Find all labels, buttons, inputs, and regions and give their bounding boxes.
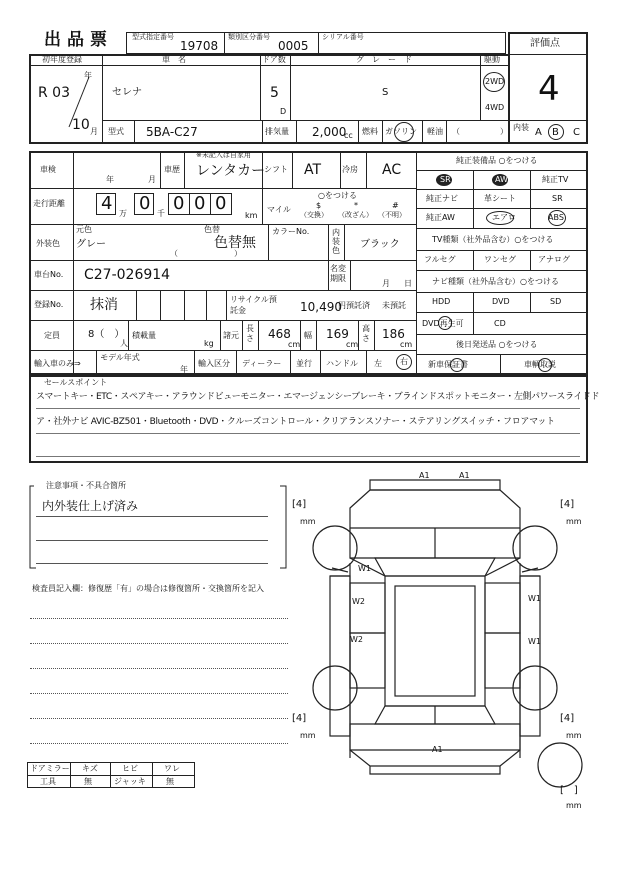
mileage-digit-1: 4 (101, 193, 113, 214)
mileage-label: 走行距離 (33, 199, 65, 208)
score-value: 4 (538, 69, 560, 109)
tv-0: フルセグ (424, 255, 456, 264)
history-label: 車歴 (164, 165, 180, 174)
mark-2: W1 (358, 564, 371, 573)
name-change-month: 月 (382, 279, 390, 288)
original-color-value: グレー (76, 239, 106, 250)
mark-0: A1 (419, 471, 430, 480)
mileage-hash-sub: （不明） (378, 211, 406, 219)
recycle-label: リサイクル預託金 (230, 295, 277, 315)
capacity-value: 8（ ） (88, 329, 125, 340)
mileage-man: 万 (119, 209, 127, 218)
current-color-paren: （ ） (170, 249, 242, 258)
later-0: 新車保証書 (428, 360, 468, 369)
first-reg-month-unit: 月 (90, 127, 98, 136)
history-note: ※未記入は自家用 (196, 151, 251, 159)
score-label: 評価点 (530, 38, 560, 49)
aircon-label: 冷房 (342, 165, 358, 174)
diesel-paren: （ ） (452, 127, 508, 136)
equip-item-8: ABS (548, 213, 564, 222)
recycle-not: 未預託 (382, 301, 406, 310)
doors-value: 5 (270, 85, 279, 101)
import-label: 輸入車のみ⇒ (34, 359, 81, 368)
mileage-star: * (354, 201, 358, 210)
model-year-unit: 年 (180, 365, 188, 374)
interior-a: A (535, 127, 542, 138)
load-unit: kg (204, 339, 214, 348)
tv-1: ワンセグ (484, 255, 516, 264)
equip-item-0: SR (440, 175, 451, 184)
chassis-value: C27-026914 (84, 267, 171, 283)
mileage-mile: マイル (267, 205, 291, 214)
legend-value-0: 工具 (40, 777, 56, 786)
mark-7: A1 (432, 745, 443, 754)
later-1: 車輌取説 (524, 360, 556, 369)
legend-header-3: ワレ (164, 764, 180, 773)
handle-right: 右 (400, 357, 408, 366)
load-label: 積載量 (132, 331, 156, 340)
model-type-label: 型式 (108, 127, 124, 136)
interior-color-value: ブラック (360, 239, 400, 250)
fuel-label: 燃料 (362, 127, 378, 136)
height-value: 186 (382, 327, 405, 341)
mark-6: W1 (528, 637, 541, 646)
category-value: 0005 (278, 39, 309, 53)
exterior-color-label: 外装色 (36, 239, 60, 248)
mark-3: W2 (352, 597, 365, 606)
capacity-label: 定員 (44, 331, 60, 340)
capacity-unit: 人 (120, 339, 128, 348)
mark-5: W2 (350, 635, 363, 644)
registration-value: 抹消 (90, 297, 118, 313)
equip-item-1: AW (495, 175, 508, 184)
nav-1: DVD (492, 297, 510, 306)
mileage-km: km (245, 211, 258, 220)
inspection-month-unit: 月 (148, 175, 156, 184)
mileage-dollar-sub: （交換） (300, 211, 328, 219)
inspection-year-unit: 年 (106, 175, 114, 184)
handle-left: 左 (374, 359, 382, 368)
width-label: 幅 (304, 331, 312, 340)
original-color-label: 元色 (76, 225, 92, 234)
mark-1: A1 (459, 471, 470, 480)
mark-4: W1 (528, 594, 541, 603)
inspection-label: 車検 (40, 165, 56, 174)
interior-label: 内装 (513, 123, 529, 132)
legend-value-3: 無 (166, 777, 174, 786)
width-value: 169 (326, 327, 349, 341)
notes-text: 内外装仕上げ済み (42, 499, 139, 513)
recycle-value: 10,490 (300, 300, 342, 314)
height-unit: cm (400, 340, 413, 349)
aircon-value: AC (382, 162, 402, 178)
mileage-mark-note: ○をつける (318, 191, 357, 200)
model-year-label: モデル年式 (100, 353, 140, 362)
interior-color-label: 内装色 (332, 228, 340, 255)
color-no-label: カラーNo. (272, 227, 310, 236)
length-value: 468 (268, 327, 291, 341)
length-unit: cm (288, 340, 301, 349)
tv-label: TV種類（社外品含む）○をつける (432, 235, 554, 244)
displacement-value: 2,000 (312, 125, 347, 139)
handle-label: ハンドル (326, 359, 358, 368)
first-reg-era: R 03 (38, 85, 70, 101)
legend-value-1: 無 (84, 777, 92, 786)
nav-label: ナビ種類（社外品含む）○をつける (432, 277, 559, 286)
tire-spare: [ ] (560, 785, 578, 796)
legend-header-1: キズ (82, 764, 98, 773)
interior-b: B (552, 127, 559, 138)
displacement-unit: cc (344, 131, 353, 140)
tire-rr: [4] (560, 713, 575, 724)
later-label: 後日発送品 ○をつける (456, 340, 538, 349)
equip-item-7: エアロ (492, 213, 516, 222)
nav-0: HDD (432, 297, 451, 306)
drive-2wd: 2WD (485, 77, 505, 86)
tv-2: アナログ (538, 255, 570, 264)
mileage-star-sub: （改ざん） (338, 211, 373, 219)
shift-label: シフト (264, 165, 288, 174)
tire-fr: [4] (560, 499, 575, 510)
mileage-dollar: $ (316, 201, 322, 210)
first-reg-label: 初年度登録 (42, 55, 82, 64)
import-parallel: 並行 (296, 359, 312, 368)
mileage-digit-5: 0 (215, 193, 227, 214)
current-color-label: 色替 (204, 225, 220, 234)
fuel-gasoline: ガソリン (385, 127, 417, 136)
legend-header-2: ヒビ (122, 764, 138, 773)
notes-bracket (28, 481, 290, 570)
name-change-label: 名変期限 (330, 264, 346, 283)
length-label: 長さ (246, 324, 254, 343)
grade-value: S (382, 87, 389, 98)
history-value: レンタカー (196, 163, 266, 179)
nav-4: CD (494, 319, 506, 328)
doors-sub: D (280, 107, 287, 116)
tire-rl: [4] (292, 713, 307, 724)
displacement-label: 排気量 (265, 127, 289, 136)
car-damage-diagram (290, 468, 590, 813)
sales-line-2: ア・社外ナビ AVIC-BZ501・Bluetooth・DVD・クルーズコントロール・クリアランスソナー・ステアリングスイッチ・フロアマット (36, 417, 555, 427)
equip-item-6: 純正AW (426, 213, 455, 222)
genuine-label: 純正装備品 ○をつける (456, 156, 538, 165)
legend-header-0: ドアミラー (30, 764, 70, 773)
grade-label: グ レ ー ド (356, 55, 412, 64)
mileage-hash: # (392, 201, 399, 210)
interior-c: C (573, 127, 580, 138)
model-designation-value: 19708 (180, 39, 219, 53)
sales-line-1: スマートキー・ETC・スペアキー・アラウンドビューモニター・エマージェンシーブレーキ・ブラインドスポットモニター・左側パワースライドド (36, 392, 600, 402)
model-type-value: 5BA-C27 (146, 125, 198, 139)
height-label: 高さ (362, 324, 370, 343)
equip-item-4: 革シート (484, 194, 516, 203)
mileage-digit-3: 0 (173, 193, 185, 214)
recycle-unit: 円預託済 (338, 301, 370, 310)
import-dealer: ディーラー (242, 359, 282, 368)
equip-item-2: 純正TV (542, 175, 569, 184)
model-designation-label: 型式指定番号 (132, 33, 174, 41)
category-label: 類別区分番号 (228, 33, 270, 41)
doors-label: ドア数 (262, 55, 286, 64)
form-title: 出品票 (44, 30, 113, 50)
car-name-value: セレナ (112, 87, 142, 98)
serial-label: シリアル番号 (322, 33, 364, 41)
drive-4wd: 4WD (485, 103, 505, 112)
chassis-label: 車台No. (34, 270, 64, 279)
name-change-day: 日 (404, 279, 412, 288)
shift-value: AT (304, 162, 322, 178)
equip-item-5: SR (552, 194, 563, 203)
notes-label: 注意事項・不具合箇所 (46, 481, 126, 490)
diesel-label: 軽油 (427, 127, 443, 136)
nav-2: SD (550, 297, 562, 306)
mileage-digit-2: 0 (139, 193, 151, 214)
inspector-label: 検査員記入欄：修復歴「有」の場合は修復箇所・交換箇所を記入 (32, 584, 264, 593)
first-reg-year-unit: 年 (84, 71, 92, 80)
equip-item-3: 純正ナビ (426, 194, 458, 203)
sales-label: セールスポイント (44, 378, 108, 387)
current-color-value: 色替無 (214, 235, 256, 251)
import-class-label: 輸入区分 (198, 359, 230, 368)
width-unit: cm (346, 340, 359, 349)
first-reg-month: 10 (72, 117, 90, 133)
drive-label: 駆動 (484, 55, 500, 64)
car-name-label: 車 名 (162, 55, 186, 64)
mileage-sen: 千 (157, 209, 165, 218)
mileage-digit-4: 0 (194, 193, 206, 214)
spec-label: 諸元 (223, 331, 239, 340)
legend-value-2: ジャッキ (114, 777, 146, 786)
registration-label: 登録No. (34, 300, 64, 309)
tire-fl: [4] (292, 499, 307, 510)
nav-3: DVD再生可 (422, 319, 464, 328)
